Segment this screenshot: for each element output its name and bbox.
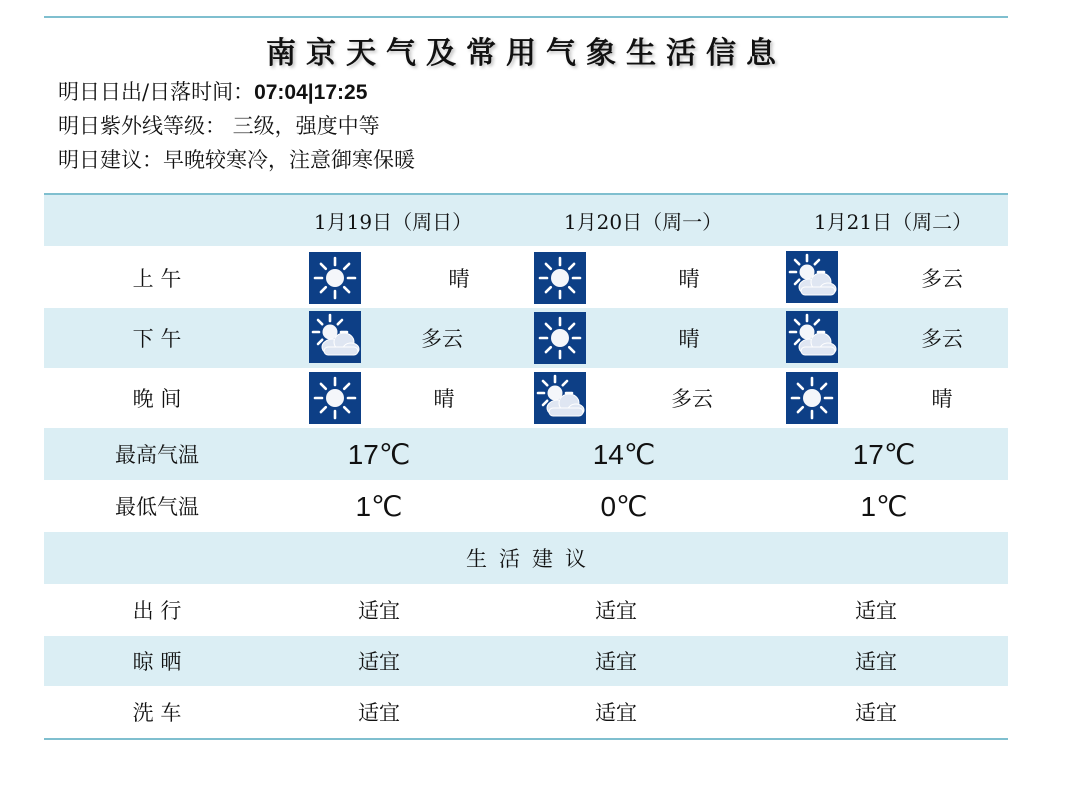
period-label: 下 午	[132, 327, 182, 351]
high-temp-row	[44, 428, 1008, 480]
weather-text: 晴	[678, 267, 700, 291]
advice-label: 出 行	[132, 599, 182, 623]
weather-text: 多云	[421, 327, 463, 351]
advice-value: 适宜	[855, 599, 897, 623]
advice-value: 适宜	[595, 650, 637, 674]
sunrise-sunset-label: 明日日出/日落时间：	[58, 80, 255, 104]
high-temp-day-3: 17℃	[852, 438, 916, 470]
partly-cloudy-icon	[534, 372, 586, 424]
day-2-date: 1月20日（周一）	[563, 210, 723, 234]
partly-cloudy-icon	[786, 251, 838, 303]
advice-value: 适宜	[595, 701, 637, 725]
sunrise-sunset-value: 07:04|17:25	[254, 81, 368, 104]
sunny-icon	[534, 252, 586, 304]
life-advice-title: 生活建议	[466, 547, 598, 571]
page-title: 南京天气及常用气象生活信息	[266, 36, 786, 71]
sunny-icon	[309, 252, 361, 304]
weather-text: 晴	[678, 327, 700, 351]
low-temp-label: 最低气温	[115, 495, 199, 519]
advice-value: 适宜	[358, 650, 400, 674]
advice-row-carwash	[44, 686, 1008, 738]
partly-cloudy-icon	[786, 311, 838, 363]
advice-value: 适宜	[358, 701, 400, 725]
advice-label: 晾 晒	[132, 650, 182, 674]
weather-text: 晴	[448, 267, 470, 291]
weather-text: 晴	[433, 387, 455, 411]
advice-value: 适宜	[595, 599, 637, 623]
advice-value: 适宜	[855, 701, 897, 725]
sunrise-sunset-info	[58, 76, 367, 106]
advice-value: 适宜	[358, 599, 400, 623]
period-row-morning	[44, 248, 1008, 308]
low-temp-day-2: 0℃	[600, 490, 648, 522]
date-header-row	[44, 195, 1008, 246]
life-advice-header-row	[44, 532, 1008, 584]
high-temp-day-1: 17℃	[347, 438, 411, 470]
sunny-icon	[309, 372, 361, 424]
high-temp-label: 最高气温	[115, 443, 199, 467]
weather-text: 多云	[671, 387, 713, 411]
advice-row-travel	[44, 584, 1008, 636]
table-bottom-rule	[44, 738, 1008, 740]
advice-row-drying	[44, 636, 1008, 686]
low-temp-day-3: 1℃	[860, 490, 908, 522]
low-temp-day-1: 1℃	[355, 490, 403, 522]
weather-text: 多云	[921, 267, 963, 291]
period-label: 晚 间	[132, 387, 182, 411]
advice-label: 洗 车	[132, 701, 182, 725]
uv-info: 明日紫外线等级： 三级，强度中等	[58, 114, 380, 138]
period-row-afternoon	[44, 308, 1008, 368]
day-3-date: 1月21日（周二）	[813, 210, 973, 234]
advice-value: 适宜	[855, 650, 897, 674]
day-1-date: 1月19日（周日）	[313, 210, 473, 234]
weather-text: 晴	[931, 387, 953, 411]
sunny-icon	[534, 312, 586, 364]
period-label: 上 午	[132, 267, 182, 291]
low-temp-row	[44, 480, 1008, 532]
top-rule	[44, 16, 1008, 18]
period-row-evening	[44, 368, 1008, 428]
sunny-icon	[786, 372, 838, 424]
high-temp-day-2: 14℃	[592, 438, 656, 470]
weather-text: 多云	[921, 327, 963, 351]
advice-info: 明日建议：早晚较寒冷，注意御寒保暖	[58, 148, 415, 172]
partly-cloudy-icon	[309, 311, 361, 363]
